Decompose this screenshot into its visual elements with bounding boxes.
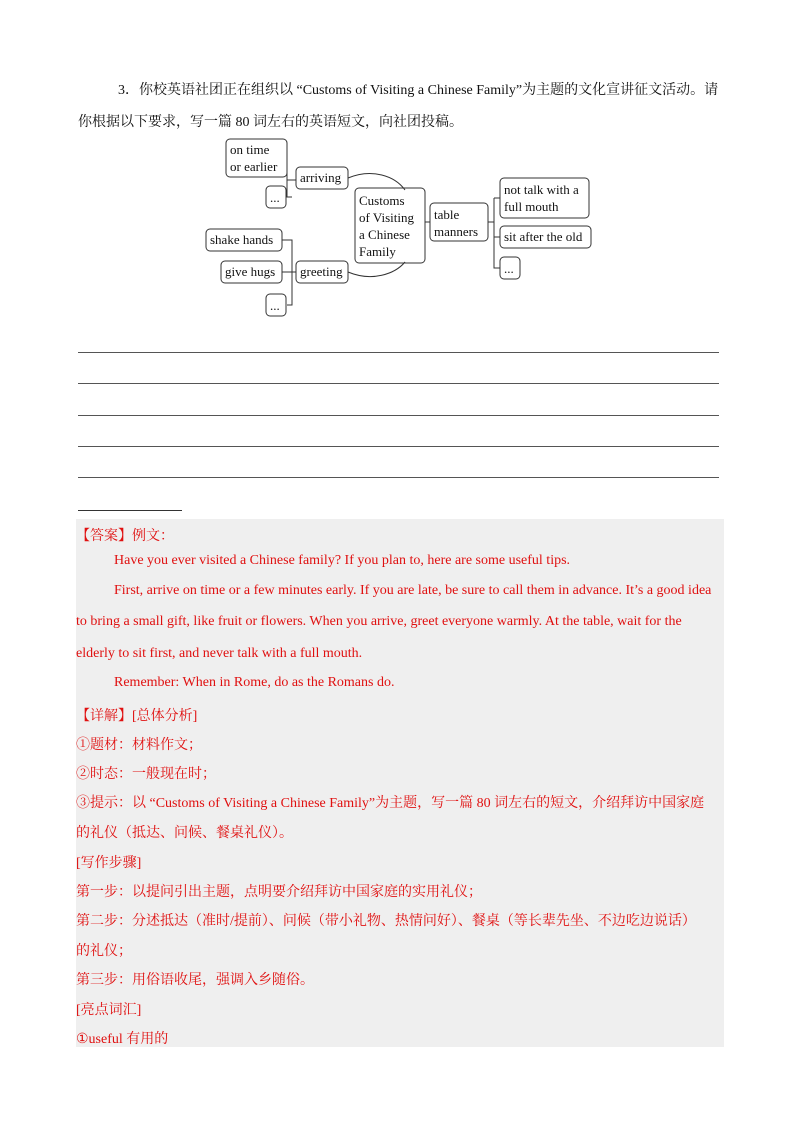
analysis-item-1: ①题材：材料作文； bbox=[76, 738, 202, 753]
node-center-line-1: Customs bbox=[359, 193, 405, 208]
step-1: 第一步：以提问引出主题，点明要介绍拜访中国家庭的实用礼仪； bbox=[76, 885, 482, 900]
analysis-item-3-line-1: ③提示：以 “Customs of Visiting a Chinese Family”为主题，写一篇 80 词左右的短文，介绍拜访中国家庭 bbox=[76, 796, 705, 811]
node-on-time-line-1: on time bbox=[230, 142, 270, 157]
steps-heading: [写作步骤] bbox=[76, 856, 142, 871]
node-table-line-1: table bbox=[434, 207, 460, 222]
question-line-1: 3．你校英语社团正在组织以 “Customs of Visiting a Chinese Family”为主题的文化宣讲征文活动。请 bbox=[118, 83, 719, 98]
node-table-line-2: manners bbox=[434, 224, 479, 239]
answer-label: 【答案】例文： bbox=[76, 529, 174, 544]
writing-line-4 bbox=[78, 446, 719, 447]
step-2-line-1: 第二步：分述抵达（准时/提前）、问候（带小礼物、热情问好）、餐桌（等长辈先坐、不边吃边说话） bbox=[76, 914, 696, 929]
answer-paragraph-3: Remember: When in Rome, do as the Romans do. bbox=[114, 675, 395, 690]
node-not-talk-line-1: not talk with a bbox=[504, 182, 579, 197]
analysis-item-3-line-2: 的礼仪（抵达、问候、餐桌礼仪）。 bbox=[76, 826, 293, 841]
analysis-item-2: ②时态：一般现在时； bbox=[76, 767, 216, 782]
node-on-time-line-2: or earlier bbox=[230, 159, 278, 174]
step-2-line-2: 的礼仪； bbox=[76, 944, 132, 959]
answer-paragraph-2-line-1: First, arrive on time or a few minutes early. If you are late, be sure to call them in advance. It’s a good idea bbox=[114, 583, 712, 598]
node-greeting: greeting bbox=[300, 264, 343, 279]
node-not-talk-line-2: full mouth bbox=[504, 199, 559, 214]
writing-line-5 bbox=[78, 477, 719, 478]
step-3: 第三步：用俗语收尾，强调入乡随俗。 bbox=[76, 973, 314, 988]
writing-line-1 bbox=[78, 352, 719, 353]
writing-line-3 bbox=[78, 415, 719, 416]
question-line-2: 你根据以下要求，写一篇 80 词左右的英语短文，向社团投稿。 bbox=[78, 115, 463, 130]
answer-paragraph-1: Have you ever visited a Chinese family? If you plan to, here are some useful tips. bbox=[114, 553, 571, 568]
writing-line-2 bbox=[78, 383, 719, 384]
node-sit-after-old: sit after the old bbox=[504, 229, 583, 244]
answer-paragraph-2-line-3: elderly to sit first, and never talk with a full mouth. bbox=[76, 646, 363, 661]
vocab-item-1: ①useful 有用的 bbox=[76, 1032, 169, 1047]
node-give-hugs: give hugs bbox=[225, 264, 276, 279]
node-arriving: arriving bbox=[300, 170, 342, 185]
node-center-line-2: of Visiting bbox=[359, 210, 414, 225]
vocab-heading: [亮点词汇] bbox=[76, 1003, 142, 1018]
node-center-line-4: Family bbox=[359, 244, 396, 259]
footnote-separator bbox=[78, 510, 182, 511]
node-arriving-ellipsis: ... bbox=[270, 190, 280, 205]
answer-section bbox=[76, 519, 724, 1047]
answer-paragraph-2-line-2: to bring a small gift, like fruit or flowers. When you arrive, greet everyone warmly. At the table, wait for the bbox=[76, 614, 682, 629]
node-shake-hands: shake hands bbox=[210, 232, 274, 247]
mind-map-diagram bbox=[0, 0, 800, 340]
node-greeting-ellipsis: ... bbox=[270, 298, 280, 313]
node-table-ellipsis: ... bbox=[504, 261, 514, 276]
analysis-heading: 【详解】[总体分析] bbox=[76, 709, 198, 724]
node-center-line-3: a Chinese bbox=[359, 227, 410, 242]
